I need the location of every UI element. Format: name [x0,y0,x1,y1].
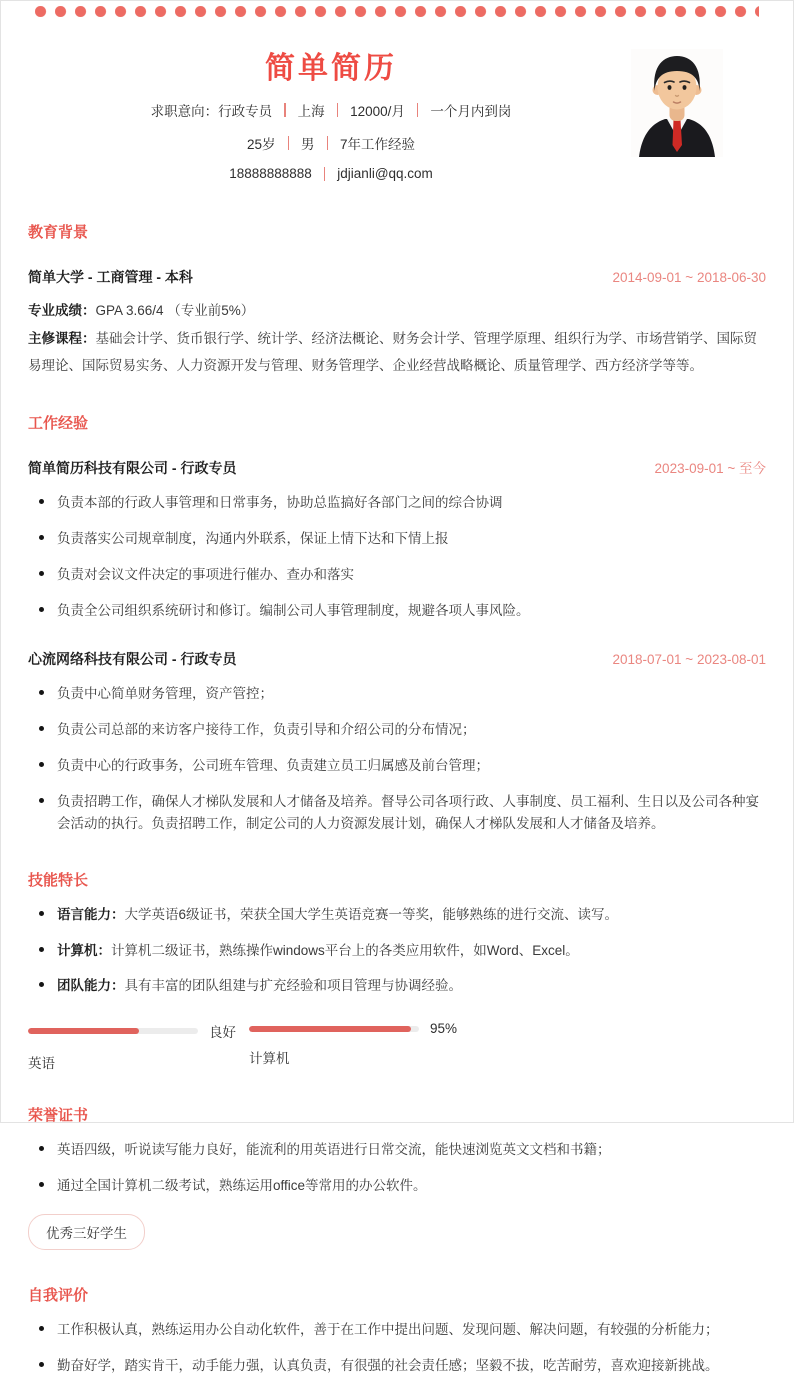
job-dates: 2023-09-01 ~ 至今 [654,461,766,477]
self-evaluation-item: 工作积极认真，熟练运用办公自动化软件，善于在工作中提出问题、发现问题、解决问题，有较强的分析能力； [57,1322,719,1338]
list-item [28,1139,766,1161]
bullet-dot-icon [39,982,44,987]
bullet-dot-icon [39,798,44,803]
bullet-dot-icon [39,1146,44,1151]
education-courses-line [28,325,766,380]
progress-bar-track [28,1028,198,1034]
progress-bar-fill [249,1026,411,1032]
section-education [28,221,766,380]
skills-list [28,904,766,998]
courses-label: 主修课程： [28,330,96,346]
progress-bar-track [249,1026,419,1032]
decorative-top-dots [35,6,759,17]
skill-bar-computer [249,1021,470,1072]
divider-icon [288,136,290,150]
bar-line [249,1021,470,1036]
job-duty: 负责对会议文件决定的事项进行催办、查办和落实 [57,566,354,582]
job-company-position: 心流网络科技有限公司 - 行政专员 [28,651,237,668]
info-line-basic [1,133,661,153]
section-self-evaluation [28,1284,766,1377]
job-duty: 负责中心的行政事务，公司班车管理、负责建立员工归属感及前台管理； [57,758,489,774]
section-skills [28,869,766,1073]
list-item [28,719,766,741]
job-duty-list [28,683,766,834]
avatar-illustration [631,49,723,157]
gpa-value: GPA 3.66/4 （专业前5%） [95,303,255,318]
education-dates: 2014-09-01 ~ 2018-06-30 [612,270,766,285]
honors-list [28,1139,766,1197]
list-item [28,940,766,962]
bullet-dot-icon [39,1362,44,1367]
progress-bar-fill [28,1028,139,1034]
info-line-contact [1,166,661,181]
bullet-dot-icon [39,499,44,504]
list-item [28,1319,766,1341]
bullet-dot-icon [39,726,44,731]
info-line-intention [1,100,661,120]
honor-item: 英语四级，听说读写能力良好，能流利的用英语进行日常交流，能快速浏览英文文档和书籍； [57,1142,611,1158]
education-degree-row [28,267,766,287]
list-item [28,1175,766,1197]
skill-text: 大学英语6级证书，荣获全国大学生英语竞赛一等奖，能够熟练的进行交流、读写。 [124,906,619,922]
bar-value-label: 良好 [209,1025,236,1041]
self-evaluation-item: 勤奋好学，踏实肯干，动手能力强，认真负责，有很强的社会责任感；坚毅不拔，吃苦耐劳，喜欢迎接新挑战。 [57,1357,719,1373]
basic-age: 25岁 [246,137,276,152]
bullet-dot-icon [39,690,44,695]
list-item [28,975,766,997]
job-duty: 负责全公司组织系统研讨和修订。编制公司人事管理制度，规避各项人事风险。 [57,602,530,618]
job-company-position: 简单简历科技有限公司 - 行政专员 [28,460,237,477]
contact-phone: 18888888888 [229,166,312,181]
bullet-dot-icon [39,1182,44,1187]
divider-icon [324,167,326,181]
skill-text: 具有丰富的团队组建与扩充经验和项目管理与协调经验。 [124,978,462,994]
skill-bars [28,1021,766,1072]
honor-tag: 优秀三好学生 [28,1214,145,1250]
bar-value-label: 95% [430,1021,458,1037]
skill-label: 语言能力： [57,906,125,922]
education-gpa-line [28,297,766,325]
honors-heading: 荣誉证书 [28,1107,89,1125]
bullet-dot-icon [39,535,44,540]
list-item [28,683,766,705]
job-duty: 负责招聘工作，确保人才梯队发展和人才储备及培养。督导公司各项行政、人事制度、员工福利、生日以及公司各种宴会活动的执行。负责招聘工作，制定公司的人力资源发展计划，确保人才梯队发展和人才储备及培养。 [57,794,759,831]
education-heading: 教育背景 [28,224,89,241]
job-title-row [28,457,766,478]
divider-icon [284,103,286,117]
self-evaluation-list [28,1319,766,1377]
bullet-dot-icon [39,571,44,576]
resume-header [1,43,793,181]
job-dates: 2018-07-01 ~ 2023-08-01 [612,652,766,668]
header-center-block [1,43,661,181]
skill-item [57,975,462,997]
list-item [28,528,766,550]
bullet-dot-icon [39,607,44,612]
list-item [28,492,766,514]
intention-label: 求职意向： [150,104,219,119]
skill-text: 计算机二级证书，熟练操作windows平台上的各类应用软件，如Word、Excel。 [111,942,579,958]
section-honors [28,1104,766,1250]
basic-gender: 男 [301,137,315,152]
job-duty: 负责公司总部的来访客户接待工作，负责引导和介绍公司的分布情况； [57,722,476,738]
bullet-dot-icon [39,762,44,767]
page-title: 简单简历 [265,52,397,85]
experience-heading: 工作经验 [28,415,89,433]
job-duty: 负责本部的行政人事管理和日常事务，协助总监搞好各部门之间的综合协调 [57,495,503,511]
divider-icon [327,136,329,150]
intention-position: 行政专员 [218,104,273,119]
section-experience [28,412,766,835]
avatar [631,49,723,157]
gpa-label: 专业成绩： [28,303,96,318]
job-duty: 负责落实公司规章制度，沟通内外联系，保证上情下达和下情上报 [57,530,449,546]
job-title-row [28,649,766,669]
skill-item [57,904,618,926]
honor-item: 通过全国计算机二级考试，熟练运用office等常用的办公软件。 [57,1178,427,1194]
list-item [28,600,766,622]
courses-value: 基础会计学、货币银行学、统计学、经济法概论、财务会计学、管理学原理、组织行为学、市场营销学、国际贸易理论、国际贸易实务、人力资源开发与管理、财务管理学、企业经营战略概论、质量管理学、西方经济学等等。 [28,330,757,374]
divider-icon [417,103,419,117]
bullet-dot-icon [39,1326,44,1331]
bar-name: 计算机 [249,1051,290,1067]
basic-experience-years: 7年工作经验 [340,137,416,152]
education-school: 简单大学 - 工商管理 - 本科 [28,269,193,285]
self-evaluation-heading: 自我评价 [28,1287,89,1305]
skill-label: 团队能力： [57,978,125,994]
list-item [28,1355,766,1377]
contact-email: jdjianli@qq.com [337,166,433,181]
intention-availability: 一个月内到岗 [430,104,512,119]
list-item [28,904,766,926]
skill-bar-english [28,1021,249,1072]
education-details [28,297,766,380]
list-item [28,755,766,777]
divider-icon [337,103,339,117]
intention-salary: 12000/月 [350,104,405,119]
skill-label: 计算机： [57,942,111,958]
list-item [28,791,766,835]
skills-heading: 技能特长 [28,871,89,889]
bar-name: 英语 [28,1056,55,1072]
intention-city: 上海 [297,104,325,119]
job-duty: 负责中心简单财务管理，资产管控； [57,686,273,702]
skill-item [57,940,579,962]
list-item [28,564,766,586]
bullet-dot-icon [39,947,44,952]
bar-line [28,1021,249,1041]
bullet-dot-icon [39,911,44,916]
job-duty-list [28,492,766,621]
